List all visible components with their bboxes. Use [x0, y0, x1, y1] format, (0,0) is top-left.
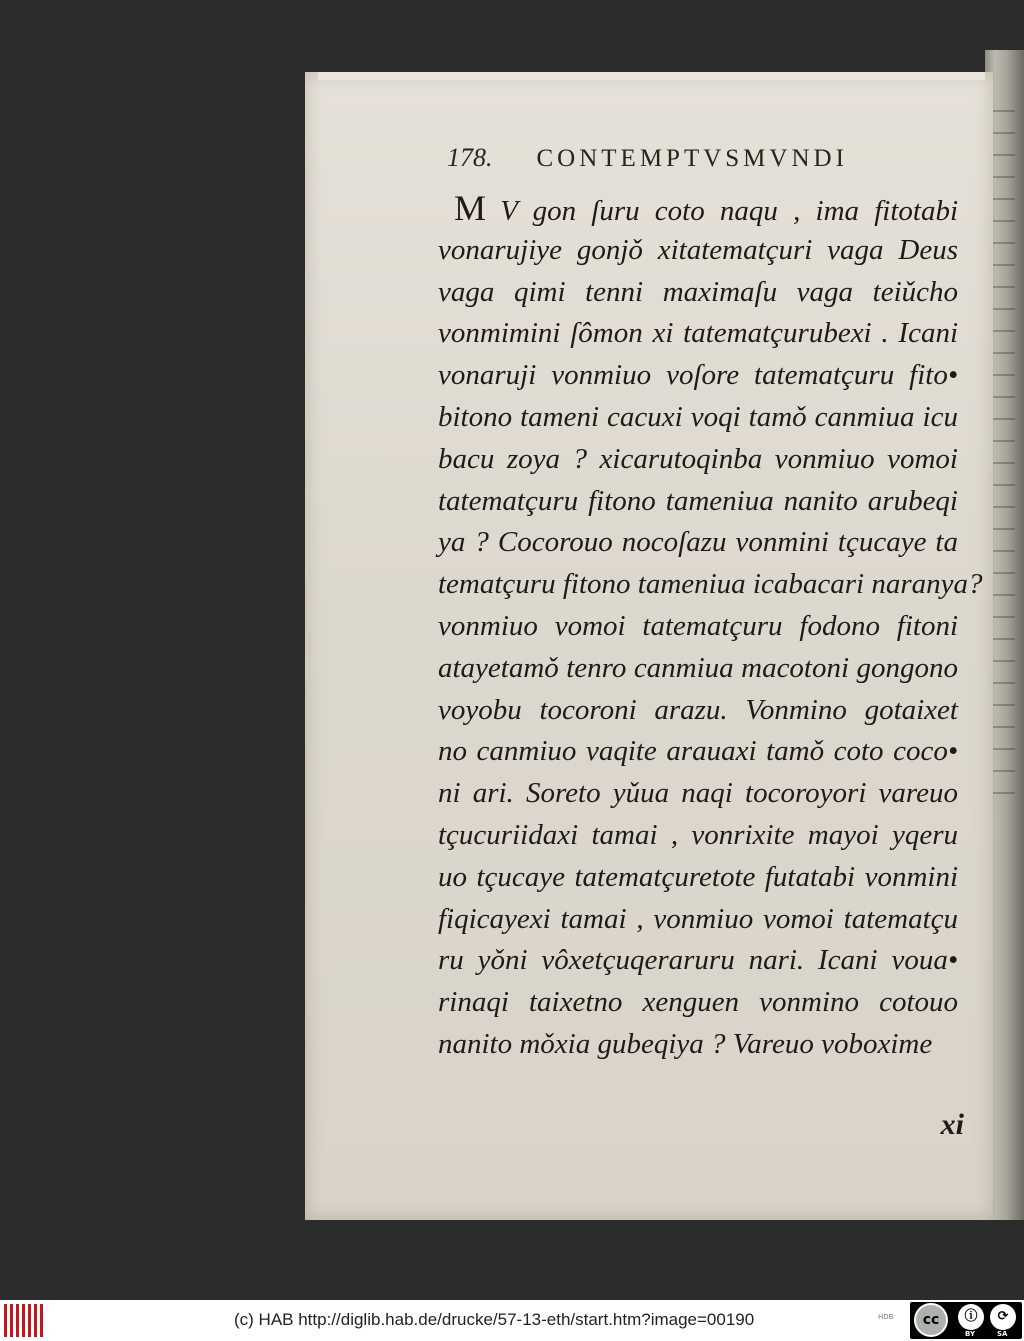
text-line: ya ? Cocorouo nocoſazu vonmini tçucaye ta — [438, 526, 958, 559]
text-line: vonmimini ſômon xi tatematçurubexi . Icani — [438, 317, 958, 350]
text-line: uo tçucaye tatematçuretote futatabi vonmini — [438, 860, 958, 893]
copyright-link[interactable]: (c) HAB http://diglib.hab.de/drucke/57-13-eth/start.htm?image=00190 — [234, 1310, 755, 1329]
catchword: xi — [940, 1108, 964, 1141]
text-line: tçucuriidaxi tamai , vonrixite mayoi yqeru — [438, 818, 958, 851]
by-icon: ⓘ — [958, 1304, 984, 1330]
text-line: rinaqi taixetno xenguen vonmino cotouo — [438, 986, 958, 1019]
hab-logo — [4, 1304, 44, 1337]
body-text — [438, 188, 983, 1066]
text-line: atayetamǒ tenro canmiua macotoni gongono — [438, 651, 958, 684]
page-number: 178. — [447, 143, 493, 172]
by-label: BY — [965, 1330, 976, 1338]
text-line: no canmiuo vaqite arauaxi tamǒ coto coco• — [438, 735, 958, 768]
text-line: ru yǒni vôxetçuqeraruru nari. Icani voua• — [438, 944, 958, 977]
page-top-edge — [318, 72, 985, 80]
text-line: vaga qimi tenni maximaſu vaga teiǔcho — [438, 275, 958, 308]
text-line: voyobu tocoroni arazu. Vonmino gotaixet — [438, 693, 958, 726]
text-line: vonarujiye gonjǒ xitatematçuri vaga Deus — [438, 233, 958, 266]
text-line: ni ari. Soreto yǔua naqi tocoroyori vareuo — [438, 777, 958, 810]
text-line: M V gon ſuru coto naqu , ima fitotabi — [454, 188, 958, 228]
text-line: bacu zoya ? xicarutoqinba vonmiuo vomoi — [438, 442, 958, 475]
small-mark: HDB — [878, 1313, 894, 1321]
cc-license-badge[interactable] — [910, 1302, 1022, 1339]
text-line: tatematçuru fitono tameniua nanito arubeqi — [438, 484, 958, 517]
text-line: tematçuru fitono tameniua icabacari naranya? — [438, 568, 983, 601]
text-line: bitono tameni cacuxi voqi tamǒ canmiua icu — [438, 400, 958, 433]
text-line: vonaruji vonmiuo voſore tatematçuru fito• — [438, 359, 958, 392]
text-line: fiqicayexi tamai , vonmiuo vomoi tatematçu — [438, 902, 958, 935]
running-header — [447, 142, 947, 176]
sa-label: SA — [997, 1330, 1008, 1338]
text-line: vonmiuo vomoi tatematçuru fodono fitoni — [438, 609, 958, 642]
cc-icon: cc — [914, 1303, 948, 1337]
drop-capital: M — [454, 188, 486, 228]
running-title: CONTEMPTVSMVNDI — [536, 145, 848, 172]
sa-icon: ⟳ — [990, 1304, 1016, 1330]
text-line: nanito mǒxia gubeqiya ? Vareuo voboxime — [438, 1027, 933, 1060]
